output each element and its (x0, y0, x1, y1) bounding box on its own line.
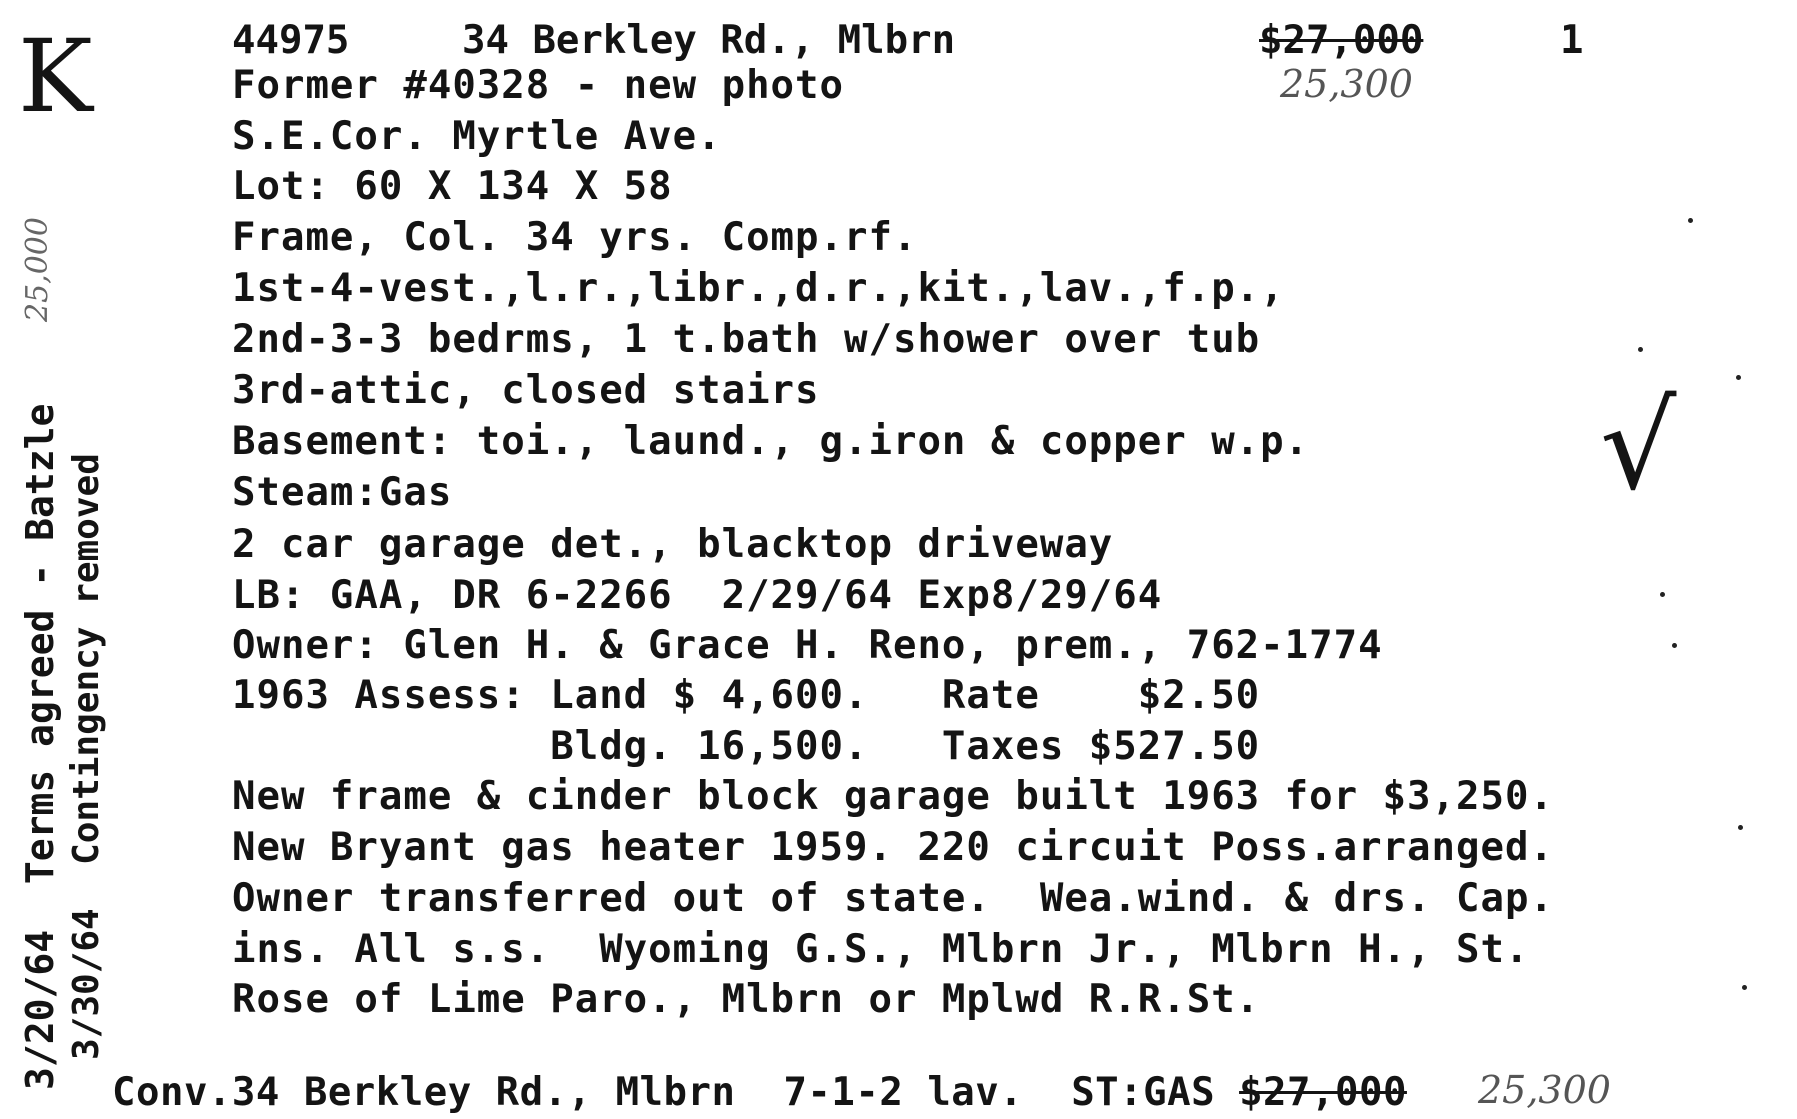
detail-line: 1st-4-vest.,l.r.,libr.,d.r.,kit.,lav.,f.p., (232, 266, 1285, 311)
detail-line: Lot: 60 X 134 X 58 (232, 164, 673, 209)
footer-original-price: $27,000 (1239, 1070, 1407, 1115)
detail-line: Frame, Col. 34 yrs. Comp.rf. (232, 215, 918, 260)
card-number: 1 (1560, 18, 1584, 63)
detail-line: S.E.Cor. Myrtle Ave. (232, 114, 722, 159)
paper-speck (1738, 825, 1743, 830)
footer-summary (112, 1070, 1407, 1115)
detail-line: Owner: Glen H. & Grace H. Reno, prem., 762-1774 (232, 623, 1383, 668)
margin-note-terms: 3/20/64 Terms agreed - Batzle (18, 403, 62, 1090)
footer-text: Conv.34 Berkley Rd., Mlbrn 7-1-2 lav. ST:GAS (112, 1070, 1240, 1115)
detail-line: New frame & cinder block garage built 1963 for $3,250. (232, 774, 1554, 819)
detail-line: Owner transferred out of state. Wea.wind. & drs. Cap. (232, 876, 1554, 921)
handwritten-initial: K (18, 18, 93, 135)
paper-speck (1660, 592, 1665, 597)
detail-line: Rose of Lime Paro., Mlbrn or Mplwd R.R.St. (232, 977, 1261, 1022)
paper-speck (1638, 347, 1643, 352)
paper-speck (1688, 218, 1693, 223)
detail-line: New Bryant gas heater 1959. 220 circuit Poss.arranged. (232, 825, 1554, 870)
detail-line: Bldg. 16,500. Taxes $527.50 (232, 724, 1261, 769)
detail-line: 3rd-attic, closed stairs (232, 368, 820, 413)
margin-handwritten-price: 25,000 (20, 217, 55, 322)
detail-line: 2nd-3-3 bedrms, 1 t.bath w/shower over tub (232, 317, 1261, 362)
paper-speck (1736, 375, 1741, 380)
detail-line: ins. All s.s. Wyoming G.S., Mlbrn Jr., Mlbrn H., St. (232, 927, 1530, 972)
detail-line: LB: GAA, DR 6-2266 2/29/64 Exp8/29/64 (232, 573, 1163, 618)
listing-id: 44975 (232, 18, 350, 63)
original-price: $27,000 (1259, 18, 1424, 63)
handwritten-new-price: 25,300 (1280, 62, 1413, 106)
detail-line: 1963 Assess: Land $ 4,600. Rate $2.50 (232, 673, 1261, 718)
detail-line: Steam:Gas (232, 470, 453, 515)
footer-handwritten-price: 25,300 (1478, 1068, 1611, 1112)
check-mark-icon: √ (1600, 378, 1677, 517)
paper-speck (1742, 985, 1747, 990)
detail-line: Former #40328 - new photo (232, 63, 844, 108)
detail-line: 2 car garage det., blacktop driveway (232, 522, 1114, 567)
margin-note-contingency: 3/30/64 Contingency removed (66, 453, 107, 1060)
detail-line: Basement: toi., laund., g.iron & copper w.p. (232, 419, 1310, 464)
listing-address: 34 Berkley Rd., Mlbrn (462, 18, 956, 63)
paper-speck (1672, 643, 1677, 648)
